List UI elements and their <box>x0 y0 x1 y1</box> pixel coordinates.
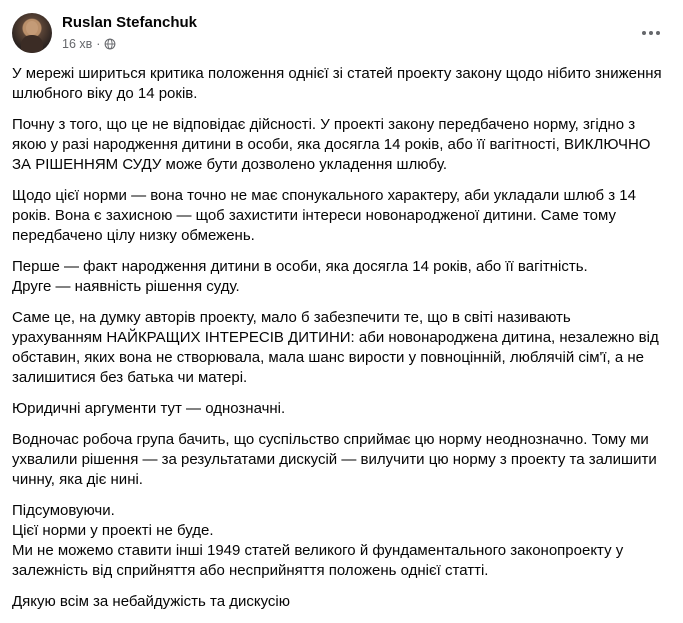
post-paragraph: Саме це, на думку авторів проекту, мало б забезпечити те, що в світі називають урахуванням НАЙКРАЩИХ ІНТЕРЕСІВ ДИТИНИ: аби новонароджена дитина, незалежно від обставин, яких вона не створювала, мала шанс вирости у повноцінній, люблячій сім'ї, а не залишитися без батька чи матері. <box>12 309 659 386</box>
post-paragraph: Дякую всім за небайдужість та дискусію <box>12 593 290 610</box>
meta-separator: · <box>96 37 101 51</box>
post-paragraph: Перше — факт народження дитини в особи, яка досягла 14 років, або її вагітність. Друге — наявність рішення суду. <box>12 258 588 295</box>
author-name[interactable]: Ruslan Stefanchuk <box>62 14 198 31</box>
post-paragraph: Щодо цієї норми — вона точно не має спонукального характеру, аби укладали шлюб з 14 років. Вона є захисною — щоб захистити інтереси новонародженої дитини. Саме тому передбачено цілу низку обмежень. <box>12 187 636 244</box>
globe-icon[interactable] <box>104 38 116 50</box>
avatar[interactable] <box>12 13 52 53</box>
more-options-icon[interactable] <box>637 19 665 47</box>
post-paragraph: Підсумовуючи. Цієї норми у проекті не буде. Ми не можемо ставити інші 1949 статей великого й фундаментального законопроекту у залежність від сприйняття або несприйняття положень однієї статті. <box>12 502 624 579</box>
post-paragraph: Водночас робоча група бачить, що суспільство сприймає цю норму неоднозначно. Тому ми ухвалили рішення — за результатами дискусій — вилучити цю норму з проекту та залишити чинну, яка діє нині. <box>12 431 657 488</box>
post-paragraph: У мережі шириться критика положення однієї зі статей проекту закону щодо нібито зниження шлюбного віку до 14 років. <box>12 65 662 102</box>
post-meta <box>62 37 116 51</box>
post-paragraph: Юридичні аргументи тут — однозначні. <box>12 400 286 417</box>
post-time[interactable]: 16 хв <box>62 37 93 51</box>
post-paragraph: Почну з того, що це не відповідає дійсності. У проекті закону передбачено норму, згідно з якою у разі народження дитини в особи, яка досягла 14 років, або її вагітності, ВИКЛЮЧНО ЗА РІШЕННЯМ СУДУ може бути дозволено укладення шлюбу. <box>12 116 651 173</box>
avatar-head <box>26 21 38 35</box>
post-header <box>12 11 671 55</box>
avatar-body <box>21 35 43 53</box>
post-body <box>12 64 663 623</box>
